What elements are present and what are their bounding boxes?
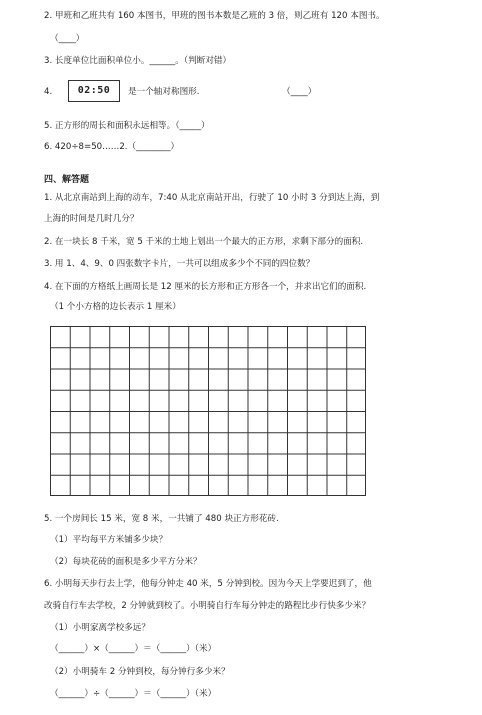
s6-sub1: （1）小明家离学校多远？ [50,623,150,633]
s4-line1: 4. 在下面的方格纸上画周长是 12 厘米的长方形和正方形各一个，并求出它们的面积. [44,282,367,292]
s2-text: 2. 在一块长 8 千米，宽 5 千米的土地上划出一个最大的正方形，求剩下部分的面积. [44,237,364,247]
q4-text: 是一个轴对称图形. [128,87,200,97]
s6-formula1[interactable]: （______）×（______）＝（______）（米） [50,644,217,654]
q4-answer-paren[interactable]: （____） [282,87,317,97]
q5-text: 5. 正方形的周长和面积永远相等。（_____） [44,121,210,131]
s5-sub1: （1）平均每平方米铺多少块？ [50,535,168,545]
s4-line2: （1 个小方格的边长表示 1 厘米） [50,302,181,312]
s6-sub2: （2）小明骑车 2 分钟到校，每分钟行多少米？ [50,667,230,677]
q2-text: 2. 甲班和乙班共有 160 本图书，甲班的图书本数是乙班的 3 倍，则乙班有 120 本图书。 [44,11,385,21]
q2-answer-paren[interactable]: （____） [50,34,85,44]
digital-clock-box: 02:50 [68,80,120,102]
q4-number: 4. [44,87,53,97]
s6-formula2[interactable]: （______）÷（______）＝（______）（米） [50,689,217,699]
s6-line1: 6. 小明每天步行去上学，他每分钟走 40 米，5 分钟到校。因为今天上学要迟到了，他 [44,579,372,589]
q3-text: 3. 长度单位比面积单位小。______。（判断对错） [44,56,232,66]
s5-sub2: （2）每块花砖的面积是多少平方分米？ [50,557,202,567]
s3-text: 3. 用 1、4、9、0 四张数字卡片，一共可以组成多少个不同的四位数？ [44,259,315,269]
q6-text: 6. 420÷8=50……2.（________） [44,142,180,152]
section-title: 四、解答题 [44,175,90,185]
s5-text: 5. 一个房间长 15 米，宽 8 米，一共铺了 480 块正方形花砖. [44,514,279,524]
s1-line1: 1. 从北京南站到上海的动车，7:40 从北京南站开出，行驶了 10 小时 3 分到达上海，到 [44,193,380,203]
square-grid-paper[interactable] [50,326,366,496]
s6-line2: 改骑自行车去学校，2 分钟就到校了。小明骑自行车每分钟走的路程比步行快多少米？ [44,601,371,611]
s1-line2: 上海的时间是几时几分？ [44,214,139,224]
